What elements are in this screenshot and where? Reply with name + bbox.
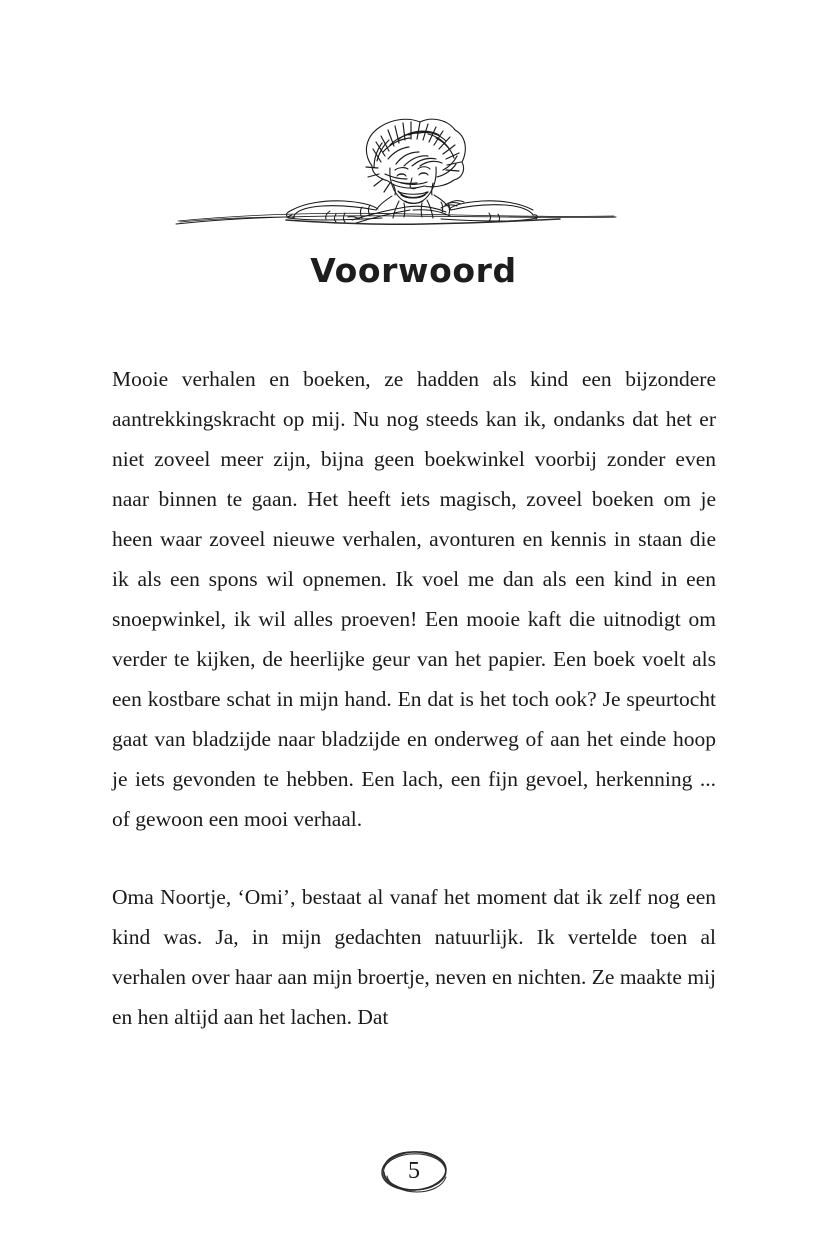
paragraph-1: Mooie verhalen en boeken, ze hadden als kind een bijzondere aantrekkingskracht op mij. Nu nog steeds kan ik, ondanks dat het er niet zoveel meer zijn, bijna geen boekwinkel voorbij zonder even naar binnen te gaan. Het heeft iets magisch, zoveel boeken om je heen waar zoveel nieuwe verhalen, avonturen en kennis in staan die ik als een spons wil opnemen. Ik voel me dan als een kind in een snoepwinkel, ik wil alles proeven! Een mooie kaft die uitnodigt om verder te kijken, de heerlijke geur van het papier. Een boek voelt als een kostbare schat in mijn hand. En dat is het toch ook? Je speurtocht gaat van bladzijde naar bladzijde en onderweg of aan het einde hoop je iets gevonden te hebben. Een lach, een fijn gevoel, herkenning ... of gewoon een mooi verhaal. <box>112 367 716 831</box>
page-number: 5 <box>408 1157 420 1184</box>
page-footer <box>0 1142 827 1214</box>
paragraph-2: Oma Noortje, ‘Omi’, bestaat al vanaf het moment dat ik zelf nog een kind was. Ja, in mijn gedachten natuurlijk. Ik vertelde toen al verhalen over haar aan mijn broertje, neven en nichten. Ze maakte mij en hen altijd aan het lachen. Dat <box>112 885 716 1029</box>
header-illustration <box>0 104 827 230</box>
face-icon <box>390 167 436 204</box>
hand-drawn-horizontal-rule <box>176 213 616 224</box>
hair-icon <box>366 119 465 192</box>
body-text <box>112 359 716 1037</box>
page-title: Voorwoord <box>310 251 517 291</box>
